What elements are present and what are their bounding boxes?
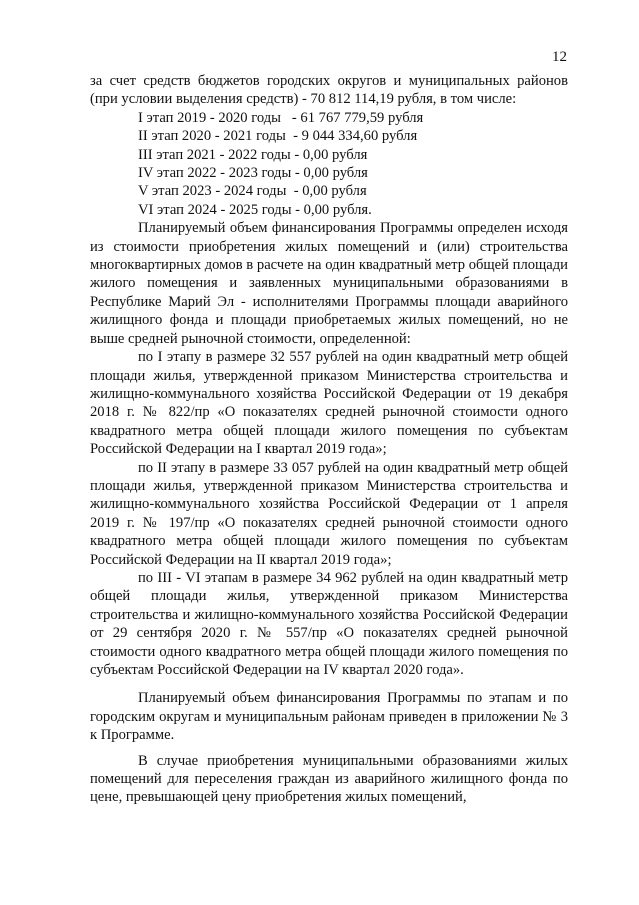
stage-list [90, 109, 568, 219]
stage-item-6: VI этап 2024 - 2025 годы - 0,00 рубля. [138, 201, 372, 218]
stage-item-4: IV этап 2022 - 2023 годы - 0,00 рубля [138, 165, 368, 182]
price-excess-paragraph: В случае приобретения муниципальными образованиями жилых помещений для переселения граждан из аварийного жилищного фонда по цене, превышающей цену приобретения жилых помещений, [90, 752, 568, 806]
stage-2-price-paragraph: по II этапу в размере 33 057 рублей на один квадратный метр общей площади жилья, утвержденной приказом Министерства строительства и жилищно-коммунального хозяйства Российской Федерации от 1 апреля 2019 г. № 197/пр «О показателях средней рыночной стоимости одного квадратного метра общей площади жилого помещения по субъектам Российской Федерации на II квартал 2019 года»; [90, 459, 568, 568]
intro-paragraph: за счет средств бюджетов городских округов и муниципальных районов (при условии выделения средств) - 70 812 114,19 рубля, в том числе: [90, 73, 568, 108]
spacer [90, 679, 568, 689]
appendix-reference-paragraph: Планируемый объем финансирования Программы по этапам и по городским округам и муниципальным районам приведен в приложении № 3 к Программе. [90, 690, 568, 744]
stage-item-2: II этап 2020 - 2021 годы - 9 044 334,60 рубля [138, 128, 418, 145]
stage-item-1: I этап 2019 - 2020 годы - 61 767 779,59 рубля [138, 109, 424, 126]
stage-item-3: III этап 2021 - 2022 годы - 0,00 рубля [138, 146, 368, 163]
funding-basis-paragraph: Планируемый объем финансирования Программы определен исходя из стоимости приобретения жилых помещений и (или) строительства многоквартирных домов в расчете на один квадратный метр общей площади жилого помещения и заявленных муниципальными образованиями в Республике Марий Эл - исполнителями Программы площади аварийного жилищного фонда и площади приобретаемых жилых помещений, но не выше средней рыночной стоимости, определенной: [90, 220, 568, 347]
stage-3-6-price-paragraph: по III - VI этапам в размере 34 962 рублей на один квадратный метр общей площади жилья, утвержденной приказом Министерства строительства и жилищно-коммунального хозяйства Российской Федерации от 29 сентября 2020 г. № 557/пр «О показателях средней рыночной стоимости одного квадратного метра общей площади жилого помещения по субъектам Российской Федерации на IV квартал 2020 года». [90, 569, 568, 678]
spacer [90, 745, 568, 752]
document-body [90, 72, 568, 807]
stage-item-5: V этап 2023 - 2024 годы - 0,00 рубля [138, 183, 367, 200]
page-number: 12 [552, 49, 567, 65]
stage-1-price-paragraph: по I этапу в размере 32 557 рублей на один квадратный метр общей площади жилья, утвержденной приказом Министерства строительства и жилищно-коммунального хозяйства Российской Федерации от 19 декабря 2018 г. № 822/пр «О показателях средней рыночной стоимости одного квадратного метра общей площади жилого помещения по субъектам Российской Федерации на I квартал 2019 года»; [90, 349, 568, 458]
